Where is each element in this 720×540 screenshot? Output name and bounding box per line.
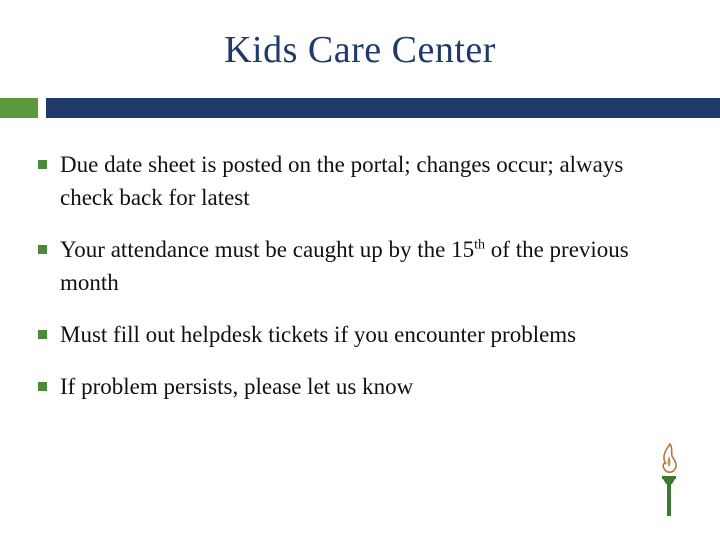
square-bullet-icon [38, 382, 47, 391]
bullet-item [36, 318, 676, 351]
bullet-item [36, 370, 676, 403]
bullet-list [36, 148, 676, 422]
bullet-text-after: of the previous month [60, 237, 629, 295]
square-bullet-icon [38, 160, 47, 169]
bullet-item [36, 148, 676, 214]
header-accent-green-bar [0, 98, 38, 118]
bullet-text: Must fill out helpdesk tickets if you encounter problems [60, 322, 577, 347]
header-accent-separator [38, 98, 46, 118]
bullet-superscript: th [474, 237, 486, 253]
slide-title: Kids Care Center [224, 29, 496, 71]
header-accent-blue-bar [46, 98, 720, 118]
square-bullet-icon [38, 245, 47, 254]
bullet-text-before: Your attendance must be caught up by the 15 [60, 237, 475, 262]
torch-icon [654, 442, 684, 518]
square-bullet-icon [38, 330, 47, 339]
bullet-item [36, 233, 676, 299]
bullet-text: Due date sheet is posted on the portal; changes occur; always check back for latest [60, 152, 624, 210]
bullet-text: If problem persists, please let us know [60, 374, 414, 399]
